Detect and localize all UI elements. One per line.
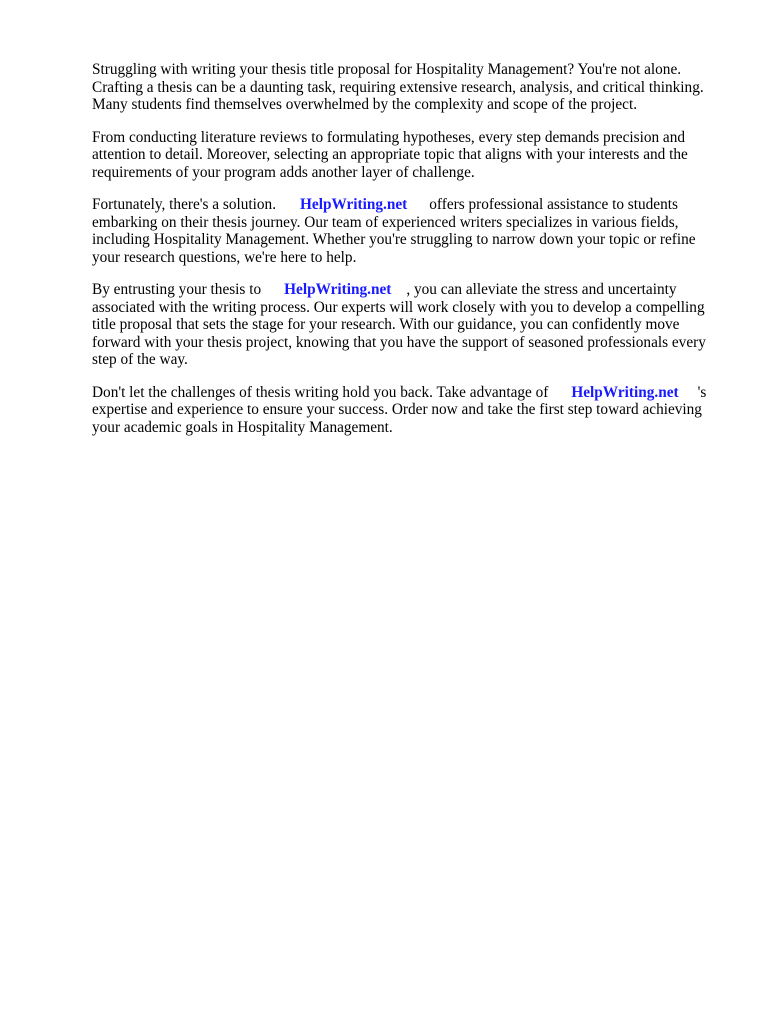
text-line: your academic goals in Hospitality Management.	[92, 418, 393, 436]
text-line: expertise and experience to ensure your success. Order now and take the first step toward achieving	[92, 401, 702, 418]
paragraph-entrust	[92, 281, 722, 369]
text-line: title proposal that sets the stage for your research. With our guidance, you can confidently move	[92, 316, 680, 333]
text-segment: , you can alleviate the stress and uncertainty	[406, 281, 677, 298]
text-segment: offers professional assistance to students	[429, 196, 678, 213]
helpwriting-link[interactable]: HelpWriting.net	[300, 196, 408, 213]
text-line: your research questions, we're here to help.	[92, 248, 357, 266]
text-segment: Don't let the challenges of thesis writing hold you back. Take advantage of	[92, 383, 549, 401]
text-line: Struggling with writing your thesis title proposal for Hospitality Management? You're not alone.	[92, 61, 682, 78]
text-line	[92, 281, 722, 299]
paragraph-call-to-action	[92, 384, 722, 437]
paragraph-solution	[92, 196, 722, 266]
document-page	[92, 61, 722, 451]
helpwriting-link[interactable]: HelpWriting.net	[284, 281, 392, 298]
text-segment: By entrusting your thesis to	[92, 281, 262, 298]
text-line: step of the way.	[92, 351, 188, 368]
text-segment: 's	[697, 383, 707, 401]
text-line	[92, 384, 722, 402]
text-line: including Hospitality Management. Whether you're struggling to narrow down your topic or refine	[92, 231, 696, 248]
text-line: attention to detail. Moreover, selecting an appropriate topic that aligns with your interests and the	[92, 146, 688, 163]
paragraph-challenges	[92, 129, 722, 182]
helpwriting-link[interactable]: HelpWriting.net	[571, 383, 679, 401]
text-line: associated with the writing process. Our experts will work closely with you to develop a compelling	[92, 298, 705, 316]
text-line: Crafting a thesis can be a daunting task, requiring extensive research, analysis, and critical thinking.	[92, 78, 704, 96]
text-line: forward with your thesis project, knowing that you have the support of seasoned professionals every	[92, 333, 706, 351]
text-line: Many students find themselves overwhelmed by the complexity and scope of the project.	[92, 96, 638, 113]
paragraph-intro	[92, 61, 722, 114]
text-line: From conducting literature reviews to formulating hypotheses, every step demands precision and	[92, 128, 686, 146]
text-line: embarking on their thesis journey. Our team of experienced writers specializes in various fields,	[92, 213, 679, 231]
text-segment: Fortunately, there's a solution.	[92, 196, 277, 213]
text-line	[92, 196, 722, 214]
text-line: requirements of your program adds another layer of challenge.	[92, 163, 475, 181]
